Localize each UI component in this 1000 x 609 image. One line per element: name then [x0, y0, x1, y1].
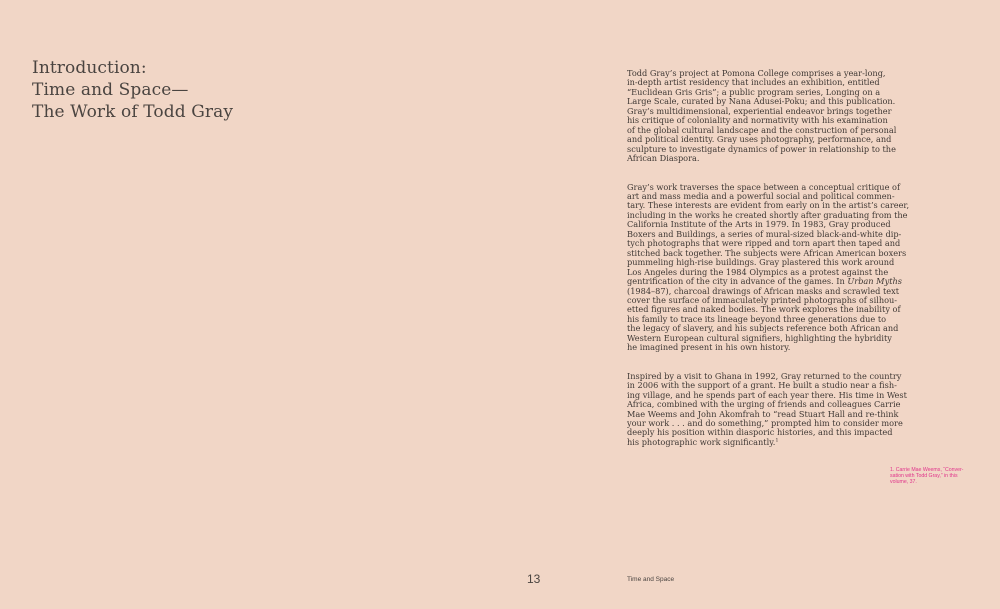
- text-line: Gray’s work traverses the space between a conceptual critique of: [627, 181, 900, 192]
- text-line: Mae Weems and John Akomfrah to “read Stuart Hall and re-think: [627, 408, 899, 419]
- text-line: the legacy of slavery, and his subjects reference both African and: [627, 323, 899, 334]
- text-line: “Euclidean Gris Gris”; a public program series, Longing on a: [627, 86, 881, 97]
- text-line: Inspired by a visit to Ghana in 1992, Gray returned to the country: [627, 370, 902, 381]
- text-line: California Institute of the Arts in 1979. In 1983, Gray produced: [627, 219, 891, 230]
- text-line: his critique of coloniality and normativity with his examination: [627, 115, 888, 126]
- text-line: in-depth artist residency that includes an exhibition, entitled: [627, 77, 880, 88]
- text-line: Africa, combined with the urging of friends and colleagues Carrie: [627, 399, 901, 410]
- text-line: Western European cultural signifiers, highlighting the hybridity: [627, 332, 892, 343]
- text-line: he imagined present in his own history.: [627, 342, 791, 353]
- text-segment: his photographic work significantly.: [627, 436, 776, 447]
- text-line: art and mass media and a powerful social and political commen-: [627, 190, 895, 201]
- text-line: Boxers and Buildings, a series of mural-sized black-and-white dip-: [627, 228, 902, 239]
- text-line: including in the works he created shortly after graduating from the: [627, 209, 908, 220]
- text-line: and political identity. Gray uses photography, performance, and: [627, 134, 892, 145]
- chapter-title-line: Time and Space—: [32, 80, 189, 100]
- page-number: 13: [527, 572, 541, 586]
- text-segment: gentrification of the city in advance of the games. In: [627, 276, 848, 287]
- footnote-line: sation with Todd Gray,” in this: [890, 473, 958, 480]
- text-line: your work . . . and do something,” prompted him to consider more: [627, 417, 903, 428]
- chapter-title: [32, 57, 332, 123]
- text-line: ing village, and he spends part of each year there. His time in West: [627, 389, 907, 400]
- text-line-last: [627, 438, 877, 447]
- text-line: (1984–87), charcoal drawings of African masks and scrawled text: [627, 285, 899, 296]
- footnote: [890, 467, 970, 486]
- footnote-line: 1. Carrie Mae Weems, “Conver-: [890, 467, 964, 473]
- text-line: etted figures and naked bodies. The work explores the inability of: [627, 304, 901, 315]
- text-line: in 2006 with the support of a grant. He built a studio near a fish-: [627, 380, 897, 391]
- text-line: Large Scale, curated by Nana Adusei-Poku; and this publication.: [627, 96, 896, 107]
- chapter-title-line: The Work of Todd Gray: [32, 102, 234, 122]
- text-line: tary. These interests are evident from early on in the artist’s career,: [627, 200, 910, 211]
- text-line: sculpture to investigate dynamics of power in relationship to the: [627, 143, 896, 154]
- paragraph-2: [627, 181, 910, 353]
- text-line: pummeling high-rise buildings. Gray plastered this work around: [627, 257, 895, 268]
- running-head: Time and Space: [627, 576, 675, 583]
- paragraph-3: [627, 370, 907, 448]
- chapter-title-line: Introduction:: [32, 58, 147, 78]
- body-text-column: [627, 68, 910, 466]
- footnote-reference[interactable]: 1: [775, 437, 779, 444]
- text-line: stitched back together. The subjects were African American boxers: [627, 247, 907, 258]
- text-line: Gray’s multidimensional, experiential endeavor brings together: [627, 105, 892, 116]
- text-line: Los Angeles during the 1984 Olympics as a protest against the: [627, 266, 889, 277]
- text-line: of the global cultural landscape and the construction of personal: [627, 124, 897, 135]
- paragraph-1: [627, 68, 897, 164]
- text-line: Todd Gray’s project at Pomona College comprises a year-long,: [627, 68, 886, 78]
- text-line: African Diaspora.: [627, 153, 700, 164]
- text-line: tych photographs that were ripped and torn apart then taped and: [627, 238, 901, 249]
- text-line: deeply his position within diasporic histories, and this impacted: [627, 427, 893, 438]
- text-line: his family to trace its lineage beyond three generations due to: [627, 313, 887, 324]
- footnote-line: volume, 37.: [890, 479, 917, 486]
- text-line: cover the surface of immaculately printed photographs of silhou-: [627, 294, 898, 305]
- artwork-title-italic: Urban Myths: [847, 276, 902, 287]
